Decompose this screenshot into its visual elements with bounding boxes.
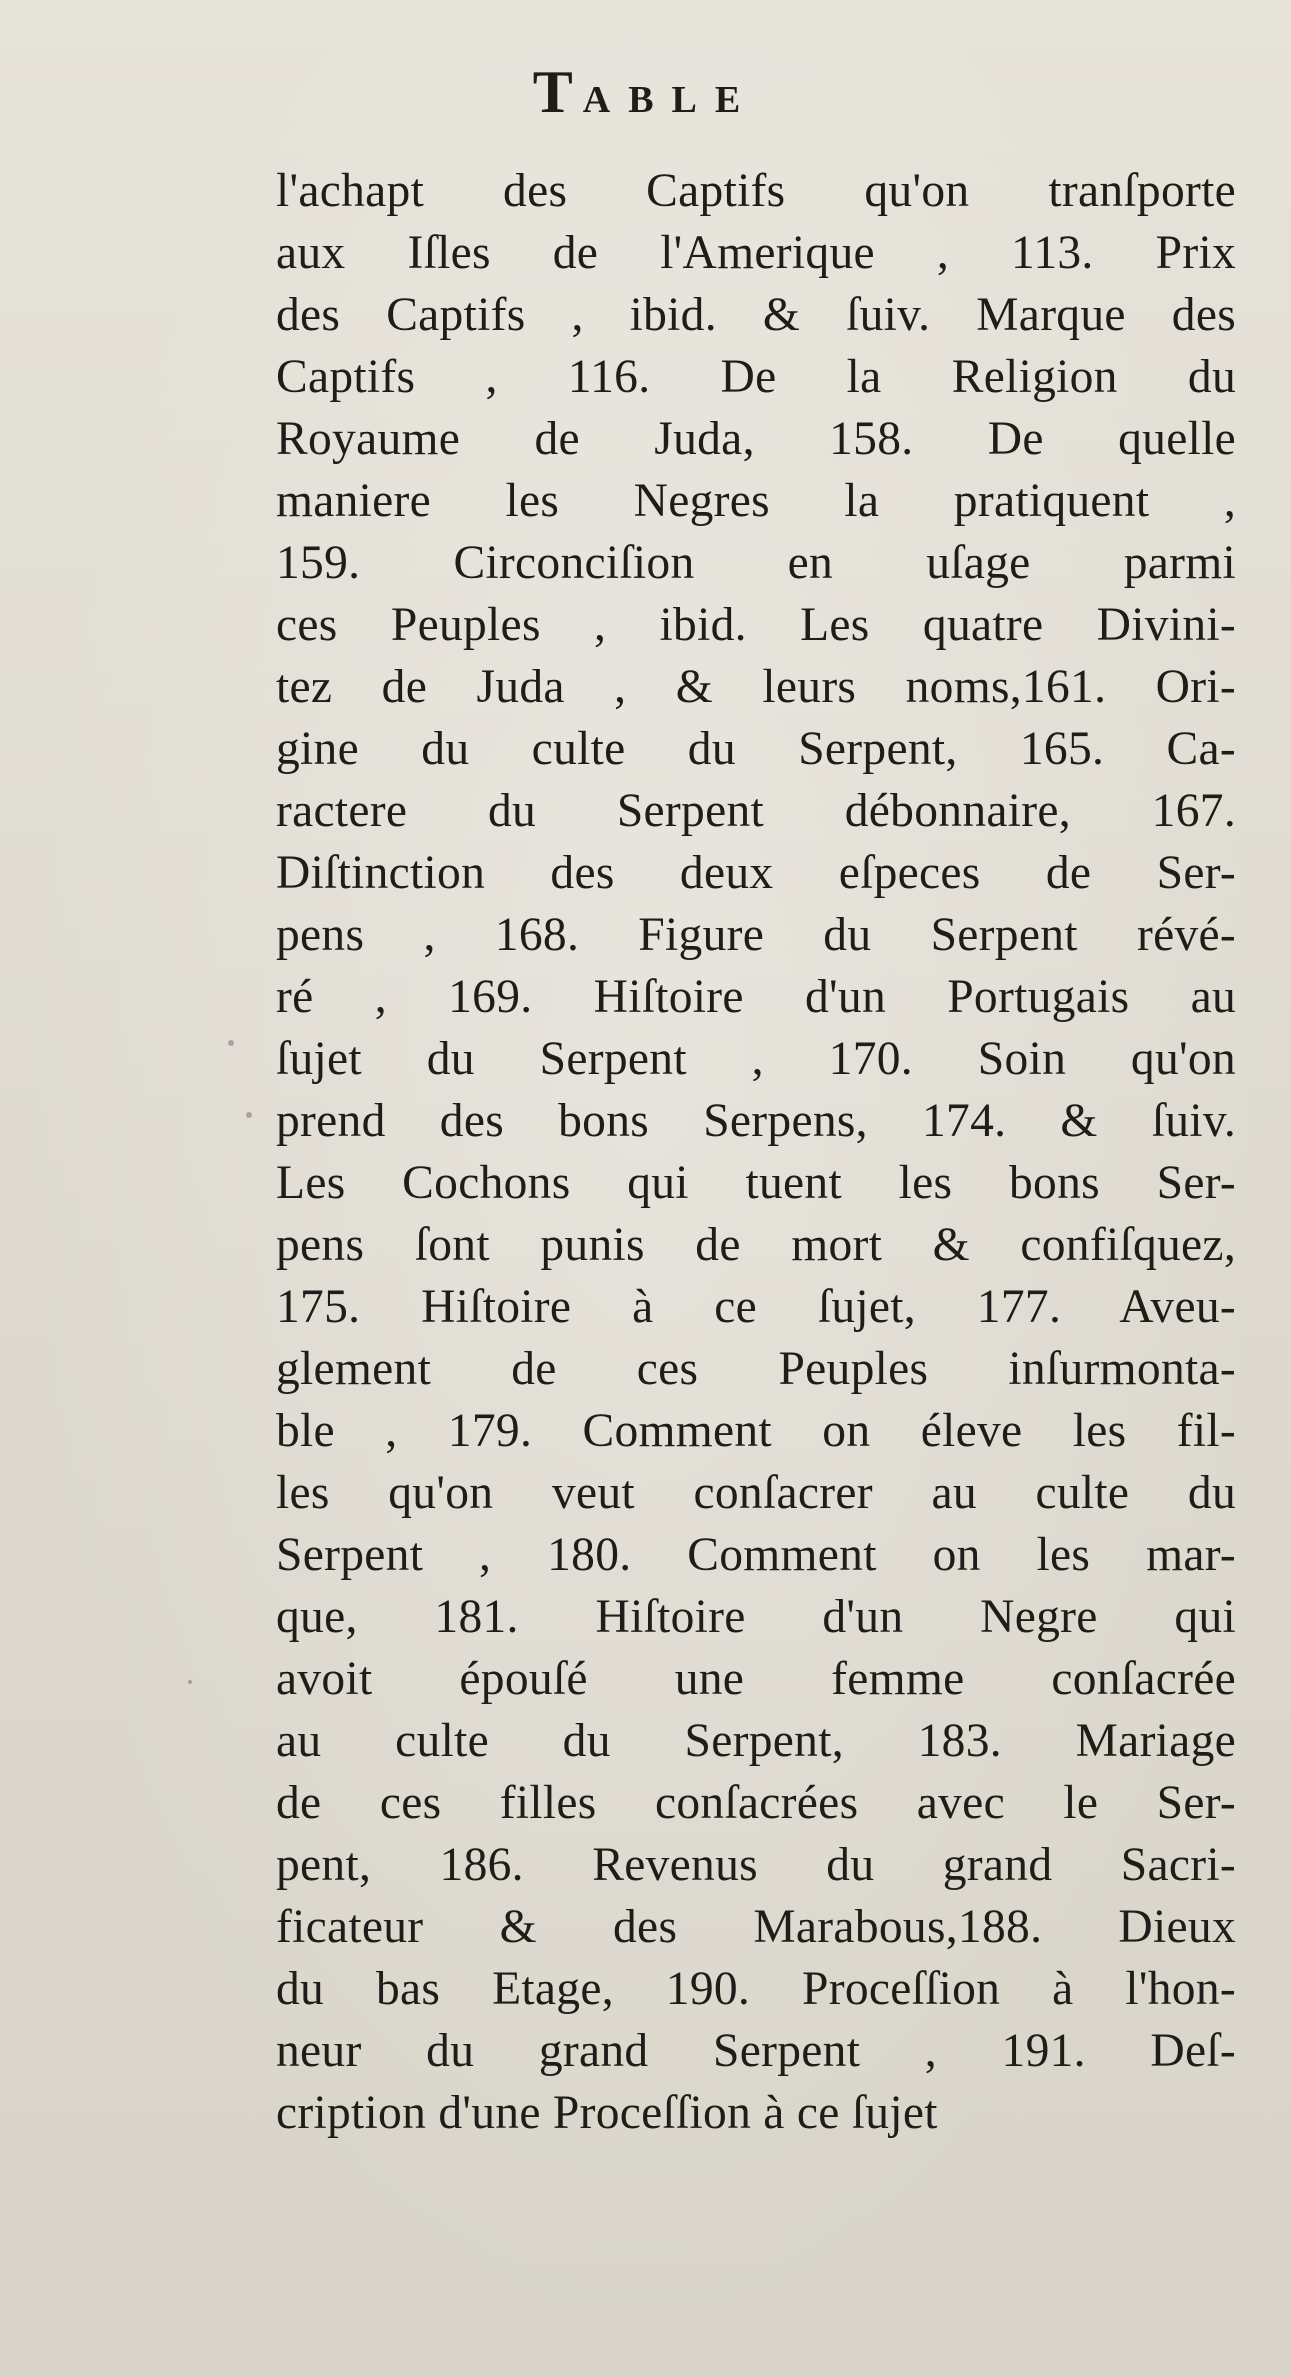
paper-speck	[246, 1112, 252, 1118]
text-line: de ces filles conſacrées avec le Ser-	[276, 1777, 1236, 1829]
text-line: Diſtinction des deux eſpeces de Ser-	[276, 847, 1236, 899]
text-line: ble , 179. Comment on éleve les fil-	[276, 1405, 1236, 1457]
text-line: ſujet du Serpent , 170. Soin qu'on	[276, 1033, 1236, 1085]
paper-speck	[228, 1040, 234, 1046]
text-line: ces Peuples , ibid. Les quatre Divini-	[276, 599, 1236, 651]
text-line: Royaume de Juda, 158. De quelle	[276, 413, 1236, 465]
running-header	[0, 59, 1291, 125]
text-line: avoit épouſé une femme conſacrée	[276, 1653, 1236, 1705]
text-line: que, 181. Hiſtoire d'un Negre qui	[276, 1591, 1236, 1643]
text-line: maniere les Negres la pratiquent ,	[276, 475, 1236, 527]
text-line: cription d'une Proceſſion à ce ſujet	[276, 2087, 938, 2139]
text-line: Serpent , 180. Comment on les mar-	[276, 1529, 1236, 1581]
text-line: l'achapt des Captifs qu'on tranſporte	[276, 165, 1236, 217]
text-line: du bas Etage, 190. Proceſſion à l'hon-	[276, 1963, 1236, 2015]
text-line: ficateur & des Marabous,188. Dieux	[276, 1901, 1236, 1953]
text-line: aux Iſles de l'Amerique , 113. Prix	[276, 227, 1236, 279]
text-line: 175. Hiſtoire à ce ſujet, 177. Aveu-	[276, 1281, 1236, 1333]
text-line: glement de ces Peuples inſurmonta-	[276, 1343, 1236, 1395]
text-line: ractere du Serpent débonnaire, 167.	[276, 785, 1236, 837]
text-line: prend des bons Serpens, 174. & ſuiv.	[276, 1095, 1236, 1147]
text-line: Les Cochons qui tuent les bons Ser-	[276, 1157, 1236, 1209]
index-entry-text	[276, 160, 1236, 2144]
text-line: pens ſont punis de mort & confiſquez,	[276, 1219, 1236, 1271]
running-header-initial: T	[532, 59, 583, 125]
text-line: gine du culte du Serpent, 165. Ca-	[276, 723, 1236, 775]
text-line: Captifs , 116. De la Religion du	[276, 351, 1236, 403]
running-header-rest: ABLE	[582, 79, 759, 121]
text-line: ré , 169. Hiſtoire d'un Portugais au	[276, 971, 1236, 1023]
text-line: les qu'on veut conſacrer au culte du	[276, 1467, 1236, 1519]
text-line: des Captifs , ibid. & ſuiv. Marque des	[276, 289, 1236, 341]
text-line: neur du grand Serpent , 191. Deſ-	[276, 2025, 1236, 2077]
text-line: pens , 168. Figure du Serpent révé-	[276, 909, 1236, 961]
text-line: pent, 186. Revenus du grand Sacri-	[276, 1839, 1236, 1891]
text-line: 159. Circonciſion en uſage parmi	[276, 537, 1236, 589]
paper-speck	[188, 1680, 192, 1684]
text-line: tez de Juda , & leurs noms,161. Ori-	[276, 661, 1236, 713]
text-line: au culte du Serpent, 183. Mariage	[276, 1715, 1236, 1767]
